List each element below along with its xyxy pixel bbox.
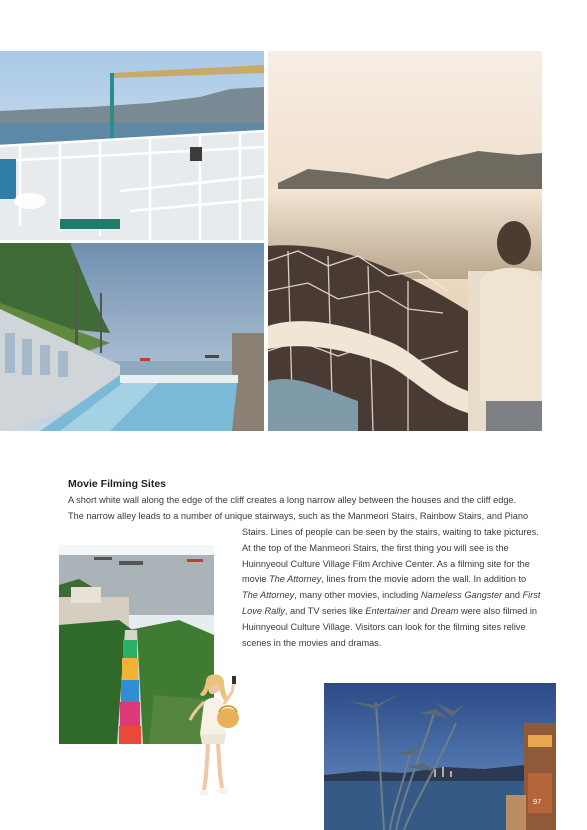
text-line: Stairs. Lines of people can be seen by the stairs, waiting to take pictures. (242, 527, 539, 537)
tv-title: Dream (430, 605, 459, 616)
movie-title: The Attorney (242, 590, 295, 601)
text-line: At the top of the Manmeori Stairs, the first thing you will see is the (242, 542, 509, 553)
page-number: 97 (533, 797, 542, 806)
text-line: scenes in the movies and dramas. (242, 637, 382, 648)
section-heading: Movie Filming Sites (68, 478, 167, 490)
movie-title: The Attorney (269, 574, 322, 585)
text-line (242, 604, 547, 620)
text-line: Huinnyeoul Culture Village Film Archive Center. As a filming site for the (242, 558, 530, 569)
text-run: were also filmed in (458, 605, 538, 616)
text-run: , and TV series like (284, 605, 366, 616)
text-run: , many other movies, including (294, 590, 421, 601)
text-line: The narrow alley leads to a number of unique stairways, such as the Manmeori Stairs, Rainbow Stairs, and Piano (68, 510, 529, 521)
paragraph-intro (68, 493, 548, 525)
text-line (242, 588, 547, 604)
photo-woman-mosaic-wall (268, 51, 542, 431)
text-run: and (502, 590, 523, 601)
text-line (242, 572, 547, 588)
movie-title: Nameless Gangster (420, 590, 503, 601)
illustration-woman-tourist (186, 672, 244, 798)
paragraph-filming (242, 525, 547, 651)
text-run: , lines from the movie adorn the wall. In addition to (321, 574, 527, 585)
text-run: and (410, 605, 431, 616)
tv-title: Entertainer (365, 605, 411, 616)
text-line: A short white wall along the edge of the cliff creates a long narrow alley between the houses and the cliff edge. (68, 495, 517, 505)
text-line: Huinnyeoul Culture Village. Visitors can look for the filming sites relive (242, 621, 526, 632)
photo-bird-sculptures (324, 683, 556, 830)
photo-rooftop-cafe (0, 51, 264, 240)
movie-title: Love Rally (242, 605, 285, 616)
movie-title: First (522, 590, 541, 601)
photo-mosaic-alley (0, 243, 264, 431)
text-run: movie (242, 574, 270, 585)
